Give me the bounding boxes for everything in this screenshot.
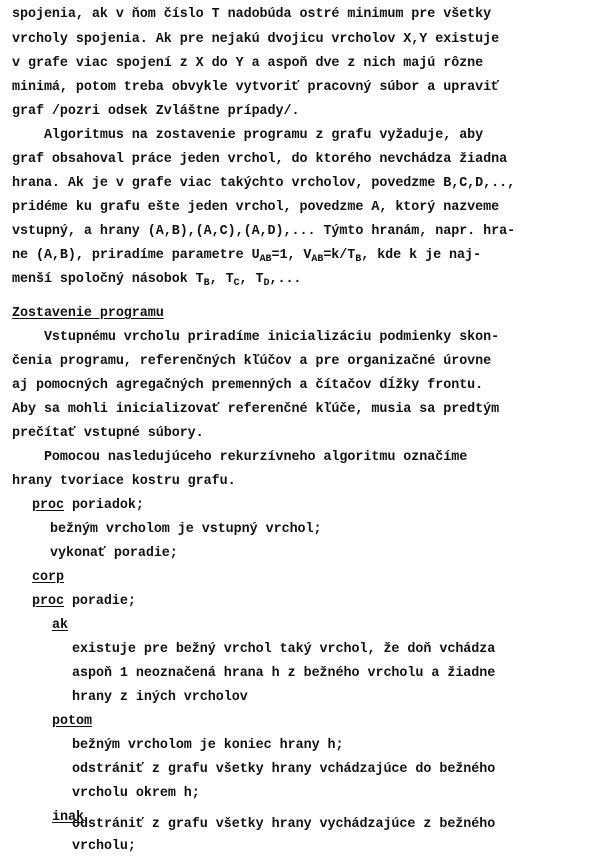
code-line: vykonať poradie; <box>50 546 178 561</box>
code-line: bežným vrcholom je koniec hrany h; <box>72 738 344 753</box>
text-line: Pomocou nasledujúceho rekurzívneho algoritmu označíme <box>12 450 468 465</box>
code-line: hrany z iných vrcholov <box>72 690 248 705</box>
text-line: vstupný, a hrany (A,B),(A,C),(A,D),... Týmto hranám, napr. hra- <box>12 224 516 239</box>
keyword-corp: corp <box>32 570 64 585</box>
code-line: vrcholu; <box>72 839 136 854</box>
keyword-proc: proc <box>32 594 64 609</box>
code-line: odstrániť z grafu všetky hrany vychádzajúce z bežného <box>72 817 496 832</box>
code-line: aspoň 1 neoznačená hrana h z bežného vrcholu a žiadne <box>72 666 496 681</box>
text-line: hrana. Ak je v grafe viac takýchto vrcholov, povedzme B,C,D,.., <box>12 176 516 191</box>
code-line: proc poradie; <box>32 594 136 609</box>
text-line-with-subscripts: menší spoločný násobok $T_B$, $T_C$, $T_D$,... <box>12 272 302 289</box>
text-line: pridéme ku grafu ešte jeden vrchol, povedzme A, ktorý nazveme <box>12 200 500 215</box>
keyword-proc: proc <box>32 498 64 513</box>
code-line: vrcholu okrem h; <box>72 786 200 801</box>
text-line: minimá, potom treba obvykle vytvoriť pracovný súbor a upraviť <box>12 80 500 95</box>
text-line: v grafe viac spojení z X do Y a aspoň dve z nich majú rôzne <box>12 56 484 71</box>
text-line: Aby sa mohli inicializovať referenčné kľúče, musia sa predtým <box>12 402 500 417</box>
text-line: hrany tvoriace kostru grafu. <box>12 474 236 489</box>
text-line: Algoritmus na zostavenie programu z grafu vyžaduje, aby <box>12 128 484 143</box>
keyword-ak: ak <box>52 618 68 633</box>
keyword-inak: inak <box>52 810 84 825</box>
keyword-potom: potom <box>52 714 92 729</box>
text-line: aj pomocných agregačných premenných a čítačov dĺžky frontu. <box>12 378 484 393</box>
text-line: prečítať vstupné súbory. <box>12 426 204 441</box>
code-line: odstrániť z grafu všetky hrany vchádzajúce do bežného <box>72 762 496 777</box>
text-line: spojenia, ak v ňom číslo T nadobúda ostré minimum pre všetky <box>12 7 492 22</box>
code-line: existuje pre bežný vrchol taký vrchol, že doň vchádza <box>72 642 496 657</box>
code-line: proc poriadok; <box>32 498 144 513</box>
text-line: graf /pozri odsek Zvláštne prípady/. <box>12 104 300 119</box>
text-line: graf obsahoval práce jeden vrchol, do ktorého nevchádza žiadna <box>12 152 508 167</box>
section-heading: Zostavenie programu <box>12 306 164 321</box>
text-line: vrcholy spojenia. Ak pre nejakú dvojicu vrcholov X,Y existuje <box>12 32 500 47</box>
text-line: Vstupnému vrcholu priradíme inicializáciu podmienky skon- <box>12 330 500 345</box>
text-line: čenia programu, referenčných kľúčov a pre organizačné úrovne <box>12 354 492 369</box>
code-line: bežným vrcholom je vstupný vrchol; <box>50 522 322 537</box>
text-line-with-subscripts: ne (A,B), priradíme parametre $U_{AB}=1$, $V_{AB}=k/T_B$, kde k je naj- <box>12 248 482 265</box>
